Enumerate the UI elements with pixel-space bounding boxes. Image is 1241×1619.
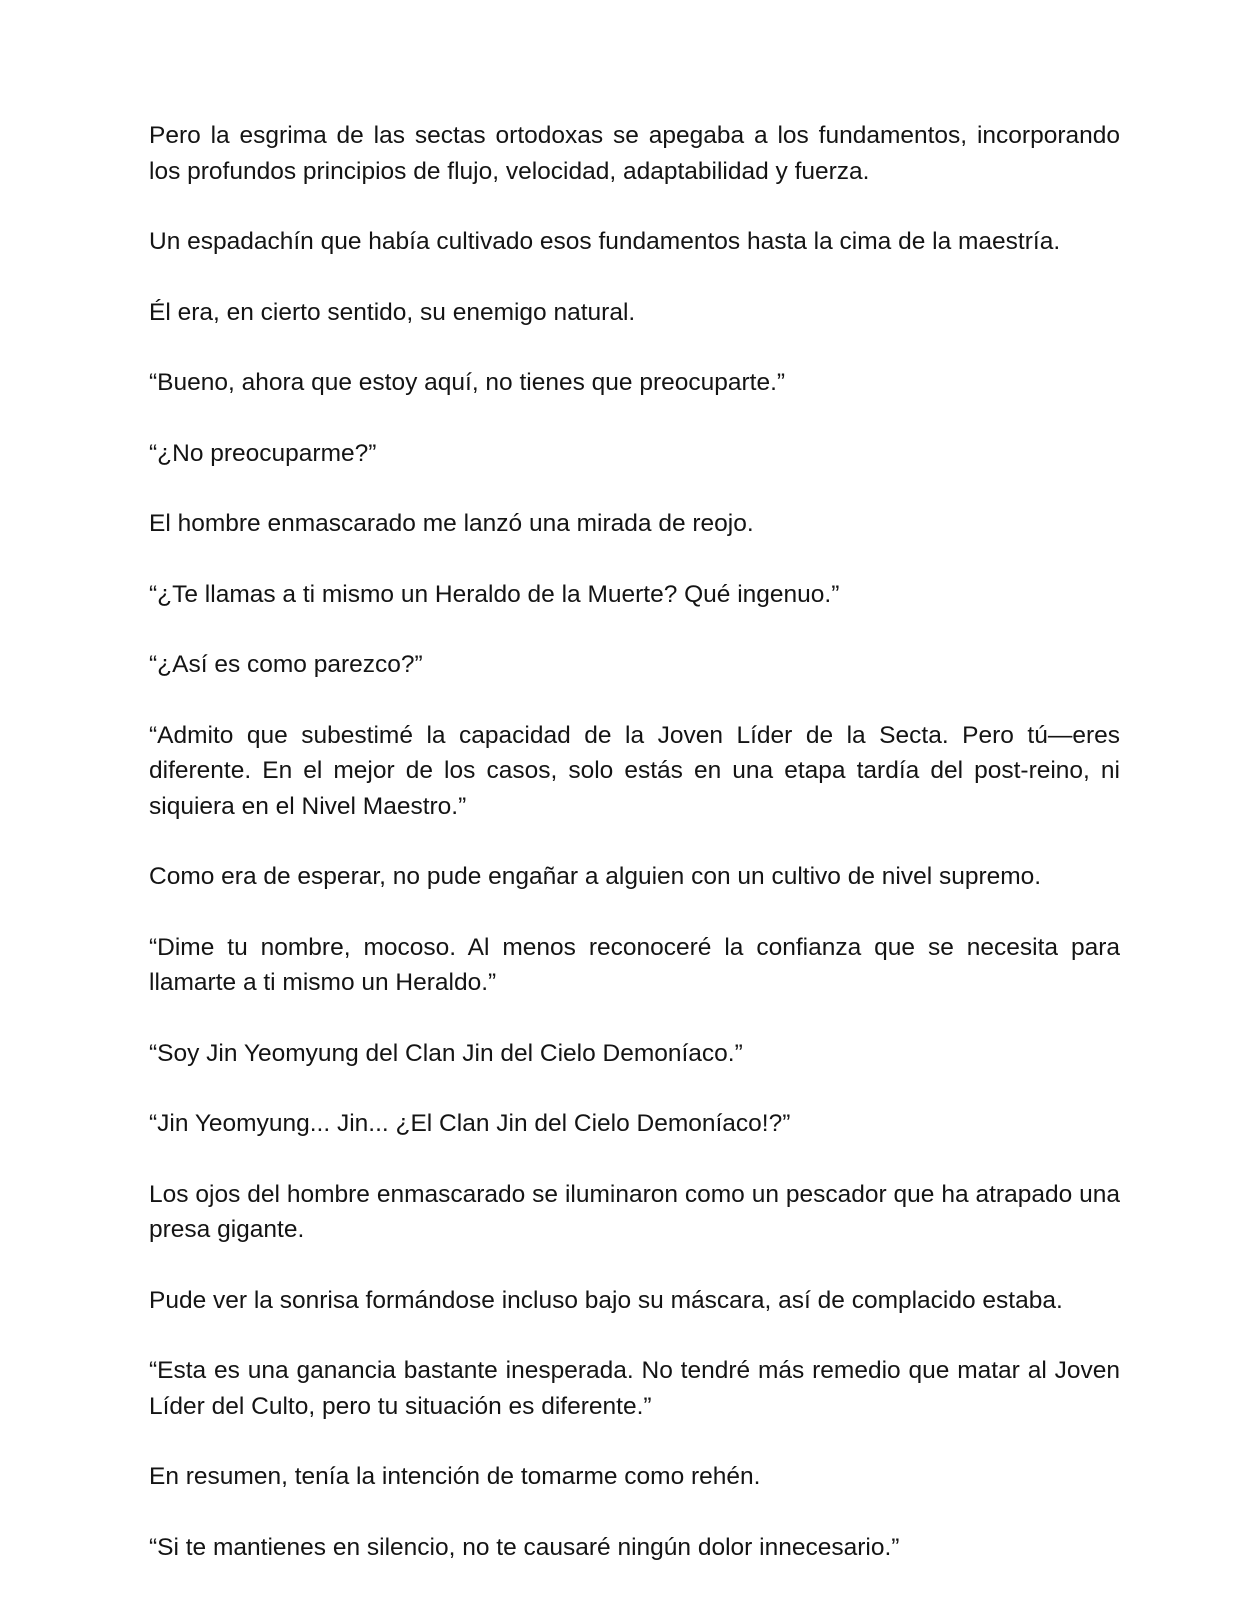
paragraph-18: “Si te mantienes en silencio, no te causaré ningún dolor innecesario.” xyxy=(149,1533,900,1561)
paragraph-3: Él era, en cierto sentido, su enemigo natural. xyxy=(149,298,636,326)
paragraph-1: Pero la esgrima de las sectas ortodoxas se apegaba a los fundamentos, incorporando los profundos principios de flujo, velocidad, adaptabilidad y fuerza. xyxy=(149,122,1120,185)
paragraph-6: El hombre enmascarado me lanzó una mirada de reojo. xyxy=(149,510,754,537)
paragraph-17: En resumen, tenía la intención de tomarme como rehén. xyxy=(149,1463,761,1490)
paragraph-13: “Jin Yeomyung... Jin... ¿El Clan Jin del Cielo Demoníaco!?” xyxy=(149,1110,791,1137)
paragraph-8: “¿Así es como parezco?” xyxy=(149,651,423,678)
paragraph-12: “Soy Jin Yeomyung del Clan Jin del Cielo Demoníaco.” xyxy=(149,1039,743,1067)
paragraph-5: “¿No preocuparme?” xyxy=(149,439,377,467)
paragraph-4: “Bueno, ahora que estoy aquí, no tienes que preocuparte.” xyxy=(149,369,786,396)
paragraph-7: “¿Te llamas a ti mismo un Heraldo de la Muerte? Qué ingenuo.” xyxy=(149,580,840,608)
paragraph-11: “Dime tu nombre, mocoso. Al menos reconoceré la confianza que se necesita para llamarte a ti mismo un Heraldo.” xyxy=(149,933,1120,996)
paragraph-15: Pude ver la sonrisa formándose incluso bajo su máscara, así de complacido estaba. xyxy=(149,1286,1063,1314)
paragraph-2: Un espadachín que había cultivado esos fundamentos hasta la cima de la maestría. xyxy=(149,228,1061,255)
paragraph-9: “Admito que subestimé la capacidad de la Joven Líder de la Secta. Pero tú—eres diferente. En el mejor de los casos, solo estás en una etapa tardía del post-reino, ni siquiera en el Nivel Maestro.” xyxy=(149,721,1120,820)
paragraph-10: Como era de esperar, no pude engañar a alguien con un cultivo de nivel supremo. xyxy=(149,863,1042,890)
paragraph-14: Los ojos del hombre enmascarado se iluminaron como un pescador que ha atrapado una presa gigante. xyxy=(149,1180,1120,1243)
document-page xyxy=(149,118,1120,1600)
paragraph-16: “Esta es una ganancia bastante inesperada. No tendré más remedio que matar al Joven Líder del Culto, pero tu situación es diferente.” xyxy=(149,1357,1120,1420)
